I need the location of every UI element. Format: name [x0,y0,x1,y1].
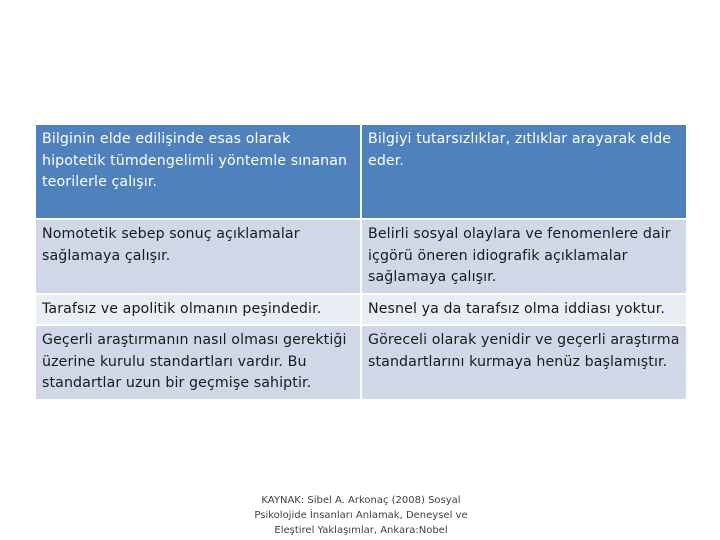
table-header-row [36,125,686,219]
table-row [36,325,686,399]
table-row [36,219,686,294]
table-cell-right: Göreceli olarak yenidir ve geçerli araştırma standartlarını kurmaya henüz başlamıştır. [361,325,686,399]
table-row [36,294,686,326]
citation-line: Psikolojide İnsanları Anlamak, Deneysel ve [254,510,468,521]
table-cell-right: Nesnel ya da tarafsız olma iddiası yoktur. [361,294,686,326]
header-cell-left: Bilginin elde edilişinde esas olarak hipotetik tümdengelimli yöntemle sınanan teorilerle çalışır. [36,125,361,219]
table-cell-left: Tarafsız ve apolitik olmanın peşindedir. [36,294,361,326]
header-cell-right: Bilgiyi tutarsızlıklar, zıtlıklar arayarak elde eder. [361,125,686,219]
table-cell-left: Nomotetik sebep sonuç açıklamalar sağlamaya çalışır. [36,219,361,294]
comparison-table [36,125,686,399]
table-cell-left: Geçerli araştırmanın nasıl olması gerektiği üzerine kurulu standartları vardır. Bu standartlar uzun bir geçmişe sahiptir. [36,325,361,399]
table-cell-right: Belirli sosyal olaylara ve fenomenlere dair içgörü öneren idiografik açıklamalar sağlamaya çalışır. [361,219,686,294]
citation-line: Eleştirel Yaklaşımlar, Ankara:Nobel [274,525,448,536]
citation-line: KAYNAK: Sibel A. Arkonaç (2008) Sosyal [261,495,461,506]
source-citation [245,493,477,538]
